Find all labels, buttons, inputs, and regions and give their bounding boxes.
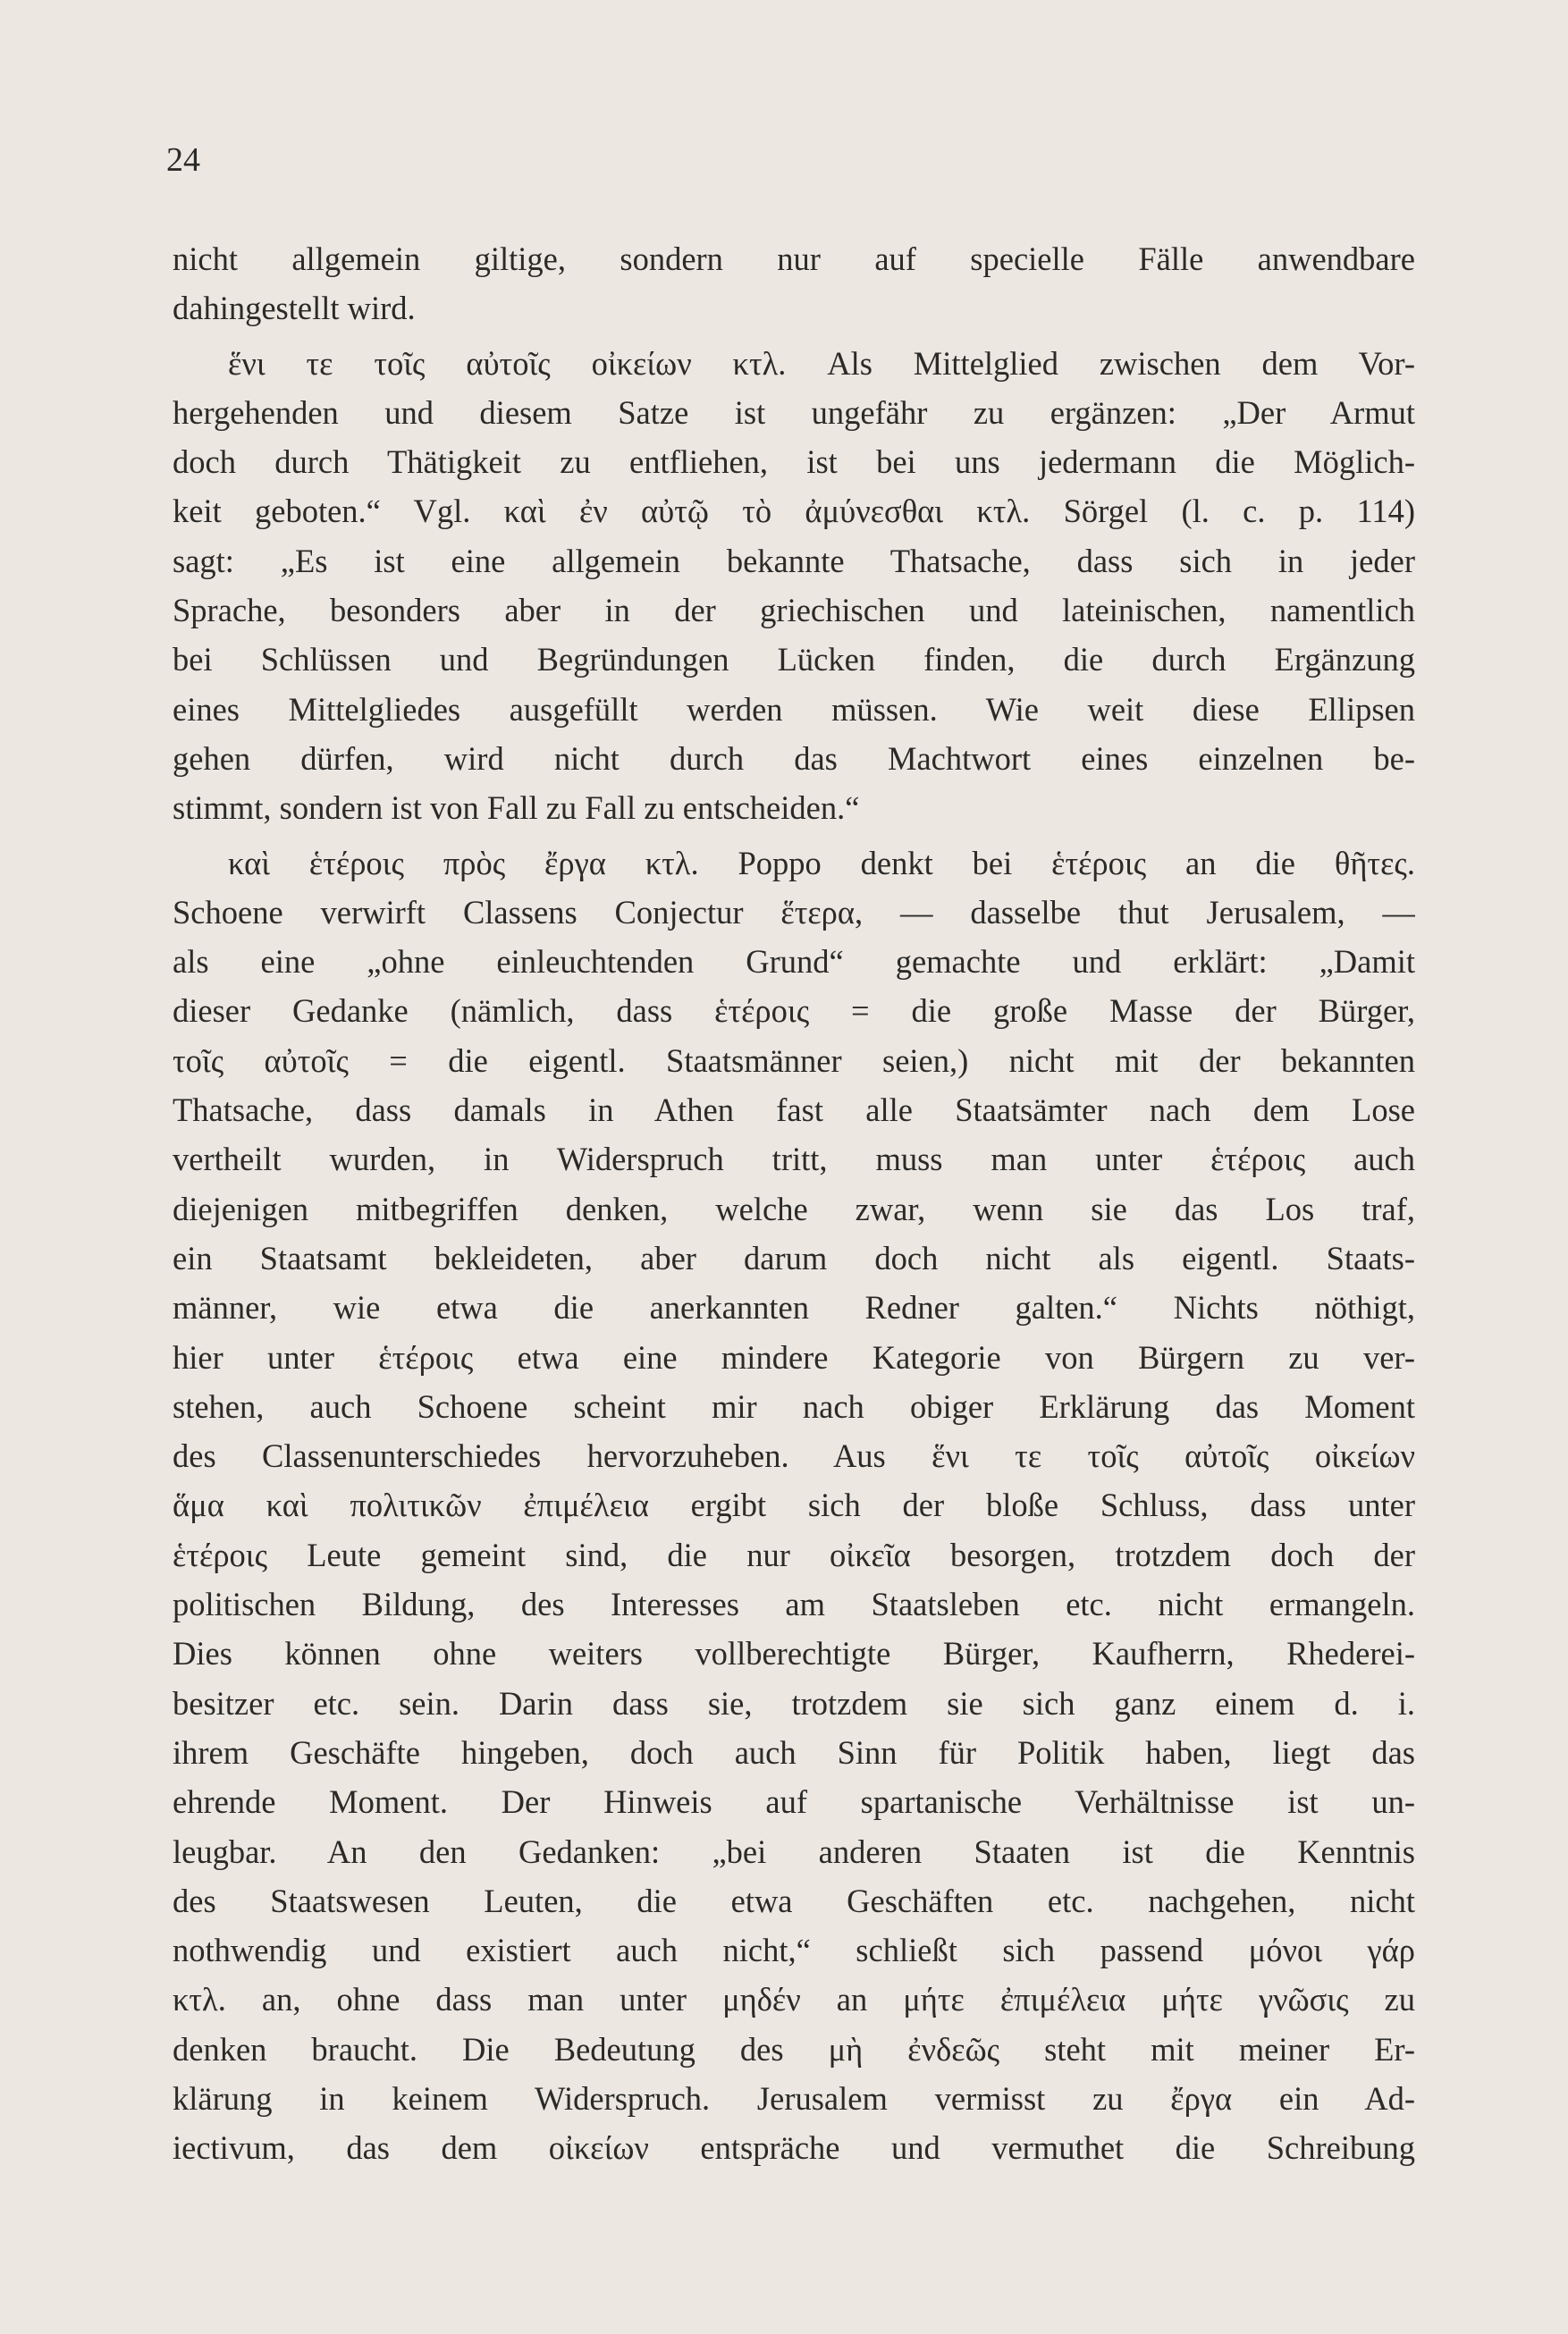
text-line: Sprache, besonders aber in der griechischen und lateinischen, namentlich bbox=[173, 592, 1415, 629]
text-line: klärung in keinem Widerspruch. Jerusalem vermisst zu ἔργα ein Ad- bbox=[173, 2079, 1415, 2117]
text-line: gehen dürfen, wird nicht durch das Machtwort eines einzelnen be- bbox=[173, 739, 1415, 777]
text-line: Schoene verwirft Classens Conjectur ἕτερα, — dasselbe thut Jerusalem, — bbox=[173, 893, 1415, 931]
text-line: ἕνι τε τοῖς αὐτοῖς οἰκείων κτλ. Als Mittelglied zwischen dem Vor- bbox=[228, 344, 1415, 382]
text-line: hergehenden und diesem Satze ist ungefähr zu ergänzen: „Der Armut bbox=[173, 393, 1415, 431]
text-line: καὶ ἑτέροις πρὸς ἔργα κτλ. Poppo denkt bei ἑτέροις an die θῆτες. bbox=[228, 844, 1415, 881]
text-line: keit geboten.“ Vgl. καὶ ἐν αὐτῷ τὸ ἀμύνεσθαι κτλ. Sörgel (l. c. p. 114) bbox=[173, 493, 1415, 530]
text-line: eines Mittelgliedes ausgefüllt werden müssen. Wie weit diese Ellipsen bbox=[173, 690, 1415, 728]
text-line: männer, wie etwa die anerkannten Redner galten.“ Nichts nöthigt, bbox=[173, 1289, 1415, 1327]
text-line: ehrende Moment. Der Hinweis auf spartanische Verhältnisse ist un- bbox=[173, 1783, 1415, 1821]
text-line: ἑτέροις Leute gemeint sind, die nur οἰκεῖα besorgen, trotzdem doch der bbox=[173, 1536, 1415, 1573]
text-line: doch durch Thätigkeit zu entfliehen, ist bei uns jedermann die Möglich- bbox=[173, 443, 1415, 481]
text-line: diejenigen mitbegriffen denken, welche zwar, wenn sie das Los traf, bbox=[173, 1190, 1415, 1227]
text-line: nicht allgemein giltige, sondern nur auf specielle Fälle anwendbare bbox=[173, 240, 1415, 277]
text-line: dieser Gedanke (nämlich, dass ἑτέροις = die große Masse der Bürger, bbox=[173, 992, 1415, 1030]
text-line: ἅμα καὶ πολιτικῶν ἐπιμέλεια ergibt sich der bloße Schluss, dass unter bbox=[173, 1487, 1415, 1524]
text-line: sagt: „Es ist eine allgemein bekannte Thatsache, dass sich in jeder bbox=[173, 542, 1415, 579]
text-line: nothwendig und existiert auch nicht,“ schließt sich passend μόνοι γάρ bbox=[173, 1932, 1415, 1969]
text-line: iectivum, das dem οἰκείων entspräche und vermuthet die Schreibung bbox=[173, 2129, 1415, 2167]
text-line: Dies können ohne weiters vollberechtigte Bürger, Kaufherrn, Rhederei- bbox=[173, 1635, 1415, 1673]
text-line: ihrem Geschäfte hingeben, doch auch Sinn für Politik haben, liegt das bbox=[173, 1733, 1415, 1771]
text-line: hier unter ἑτέροις etwa eine mindere Kategorie von Bürgern zu ver- bbox=[173, 1338, 1415, 1376]
text-line: als eine „ohne einleuchtenden Grund“ gemachte und erklärt: „Damit bbox=[173, 943, 1415, 981]
text-line: des Classenunterschiedes hervorzuheben. Aus ἕνι τε τοῖς αὐτοῖς οἰκείων bbox=[173, 1437, 1415, 1475]
text-line: Thatsache, dass damals in Athen fast alle Staatsämter nach dem Lose bbox=[173, 1091, 1415, 1129]
body-text bbox=[173, 234, 1415, 2173]
text-line: stimmt, sondern ist von Fall zu Fall zu entscheiden.“ bbox=[173, 789, 860, 827]
text-line: ein Staatsamt bekleideten, aber darum doch nicht als eigentl. Staats- bbox=[173, 1239, 1415, 1277]
page-number: 24 bbox=[166, 141, 200, 179]
text-line: denken braucht. Die Bedeutung des μὴ ἐνδεῶς steht mit meiner Er- bbox=[173, 2030, 1415, 2068]
text-line: stehen, auch Schoene scheint mir nach obiger Erklärung das Moment bbox=[173, 1387, 1415, 1425]
text-line: politischen Bildung, des Interesses am Staatsleben etc. nicht ermangeln. bbox=[173, 1586, 1415, 1623]
text-line: bei Schlüssen und Begründungen Lücken finden, die durch Ergänzung bbox=[173, 641, 1415, 678]
text-line: leugbar. An den Gedanken: „bei anderen Staaten ist die Kenntnis bbox=[173, 1833, 1415, 1870]
text-line: κτλ. an, ohne dass man unter μηδέν an μήτε ἐπιμέλεια μήτε γνῶσις zu bbox=[173, 1981, 1415, 2018]
text-line: vertheilt wurden, in Widerspruch tritt, muss man unter ἑτέροις auch bbox=[173, 1141, 1415, 1178]
text-line: des Staatswesen Leuten, die etwa Geschäften etc. nachgehen, nicht bbox=[173, 1882, 1415, 1919]
text-line: besitzer etc. sein. Darin dass sie, trotzdem sie sich ganz einem d. i. bbox=[173, 1684, 1415, 1722]
text-line: dahingestellt wird. bbox=[173, 290, 416, 327]
text-line: τοῖς αὐτοῖς = die eigentl. Staatsmänner seien,) nicht mit der bekannten bbox=[173, 1041, 1415, 1079]
